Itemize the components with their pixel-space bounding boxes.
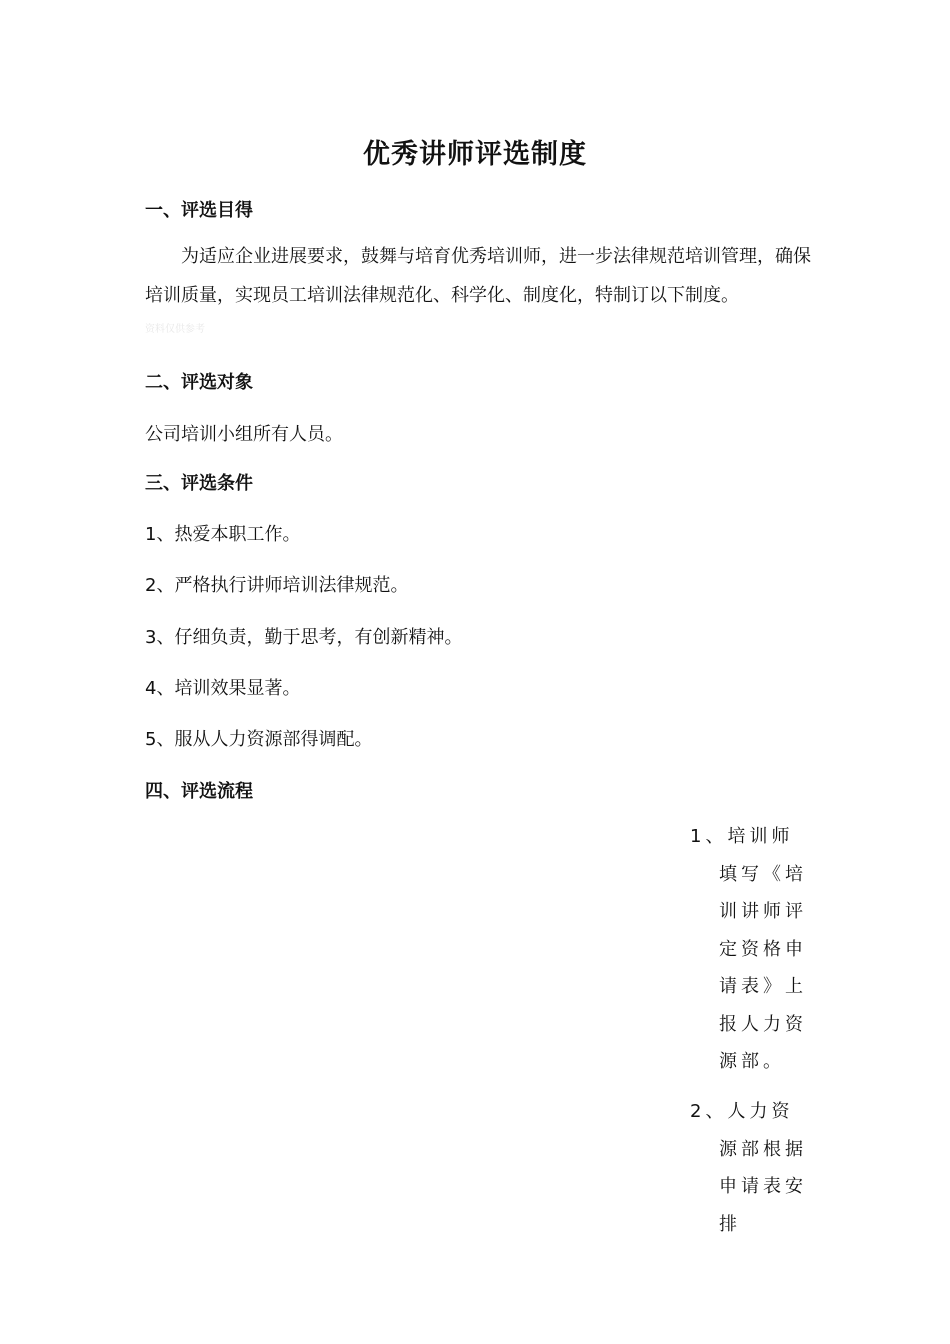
section-paragraph-target: 公司培训小组所有人员。 (145, 424, 343, 445)
section-heading-conditions: 三、评选条件 (145, 473, 253, 494)
process-step: 1、培训师填写《培训讲师评定资格申请表》上报人力资源部。 (690, 826, 807, 1072)
condition-item: 5、服从人力资源部得调配。 (145, 729, 373, 750)
section-paragraph-purpose: 为适应企业进展要求，鼓舞与培育优秀培训师，进一步法律规范培训管理，确保培训质量，实现员工培训法律规范化、科学化、制度化，特制订以下制度。 (145, 246, 811, 306)
document-title: 优秀讲师评选制度 (363, 139, 587, 170)
condition-item: 4、培训效果显著。 (145, 678, 301, 699)
section-heading-purpose: 一、评选目得 (145, 200, 253, 221)
condition-item: 2、严格执行讲师培训法律规范。 (145, 575, 409, 596)
condition-item: 1、热爱本职工作。 (145, 524, 301, 545)
section-heading-process: 四、评选流程 (145, 781, 253, 802)
process-step: 2、人力资源部根据申请表安排 (690, 1101, 807, 1235)
section-heading-target: 二、评选对象 (145, 372, 253, 393)
condition-item: 3、仔细负责，勤于思考，有创新精神。 (145, 627, 463, 648)
faint-watermark-text: 资料仅供参考 (145, 324, 205, 335)
